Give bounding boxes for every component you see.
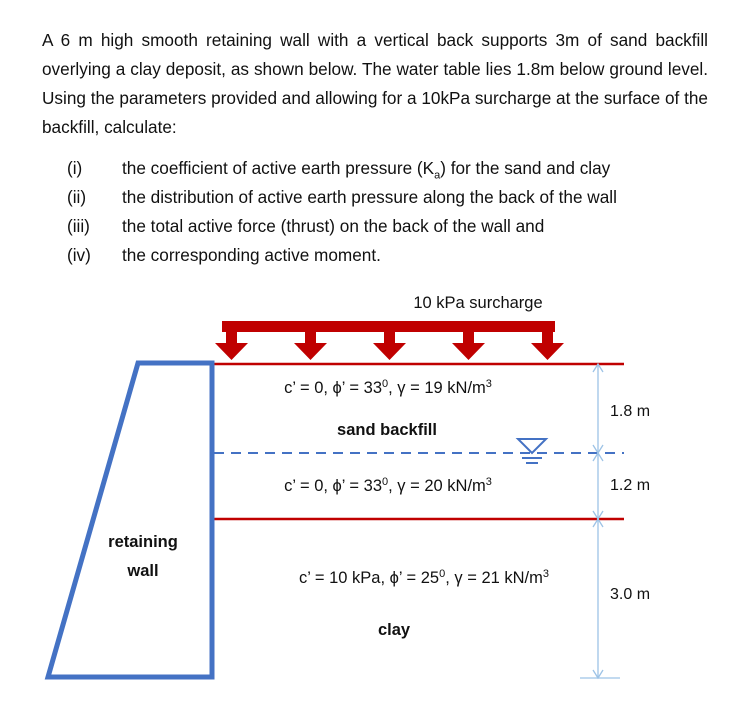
unit-exponent: 3 [485,476,492,488]
wall-label-retaining: retaining [108,533,178,551]
degree-mark: 0 [382,378,389,390]
item-text: the coefficient of active earth pressure (K [122,158,435,178]
sand-backfill-label: sand backfill [337,421,437,439]
item-number: (iii) [67,216,90,236]
surcharge-arrow-icon [452,331,485,360]
clay-gamma: , γ = 21 kN/m [445,569,543,587]
degree-mark: 0 [439,568,446,580]
item-subscript: a [434,169,441,182]
clay-params [299,568,549,587]
clay-phi: c’ = 10 kPa, ϕ’ = 25 [298,569,440,587]
surcharge-arrow-icon [531,331,564,360]
item-text-end: ) for the sand and clay [440,158,611,178]
sand-upper-phi: c’ = 0, ϕ’ = 33 [284,379,382,397]
surcharge-arrow-icon [373,331,406,360]
sand-upper-params [284,378,492,397]
unit-exponent: 3 [542,568,550,580]
sand-lower-params [284,476,492,495]
dimension-label-2: 1.2 m [610,477,651,494]
item-number: (iv) [67,245,91,265]
sand-lower-gamma: , γ = 20 kN/m [388,477,486,495]
item-text: the corresponding active moment. [122,245,381,265]
sand-upper-gamma: , γ = 19 kN/m [388,379,486,397]
surcharge-bar [222,321,555,332]
clay-label: clay [377,621,411,639]
retaining-wall [48,363,212,677]
wall-label-wall: wall [127,562,159,580]
water-table-icon [518,439,546,463]
unit-exponent: 3 [485,378,492,390]
dimension-label-3: 3.0 m [610,586,651,603]
item-text: the total active force (thrust) on the back of the wall and [122,216,545,236]
degree-mark: 0 [382,476,389,488]
item-text: the distribution of active earth pressure along the back of the wall [122,187,617,207]
sand-lower-phi: c’ = 0, ϕ’ = 33 [284,477,382,495]
question-intro: A 6 m high smooth retaining wall with a vertical back supports 3m of sand backfill overlying a clay deposit, as shown below. The water table lies 1.8m below ground level. Using the parameters provided and allowing for a 10kPa surcharge at the surface of the backfill, calculate: [42,30,708,137]
surcharge-label: 10 kPa surcharge [413,294,543,312]
surcharge-arrows [215,321,564,360]
surcharge-arrow-icon [294,331,327,360]
surcharge-arrow-icon [215,331,248,360]
dimension-label-1: 1.8 m [610,403,651,420]
item-number: (ii) [67,187,87,207]
item-number: (i) [67,158,83,178]
